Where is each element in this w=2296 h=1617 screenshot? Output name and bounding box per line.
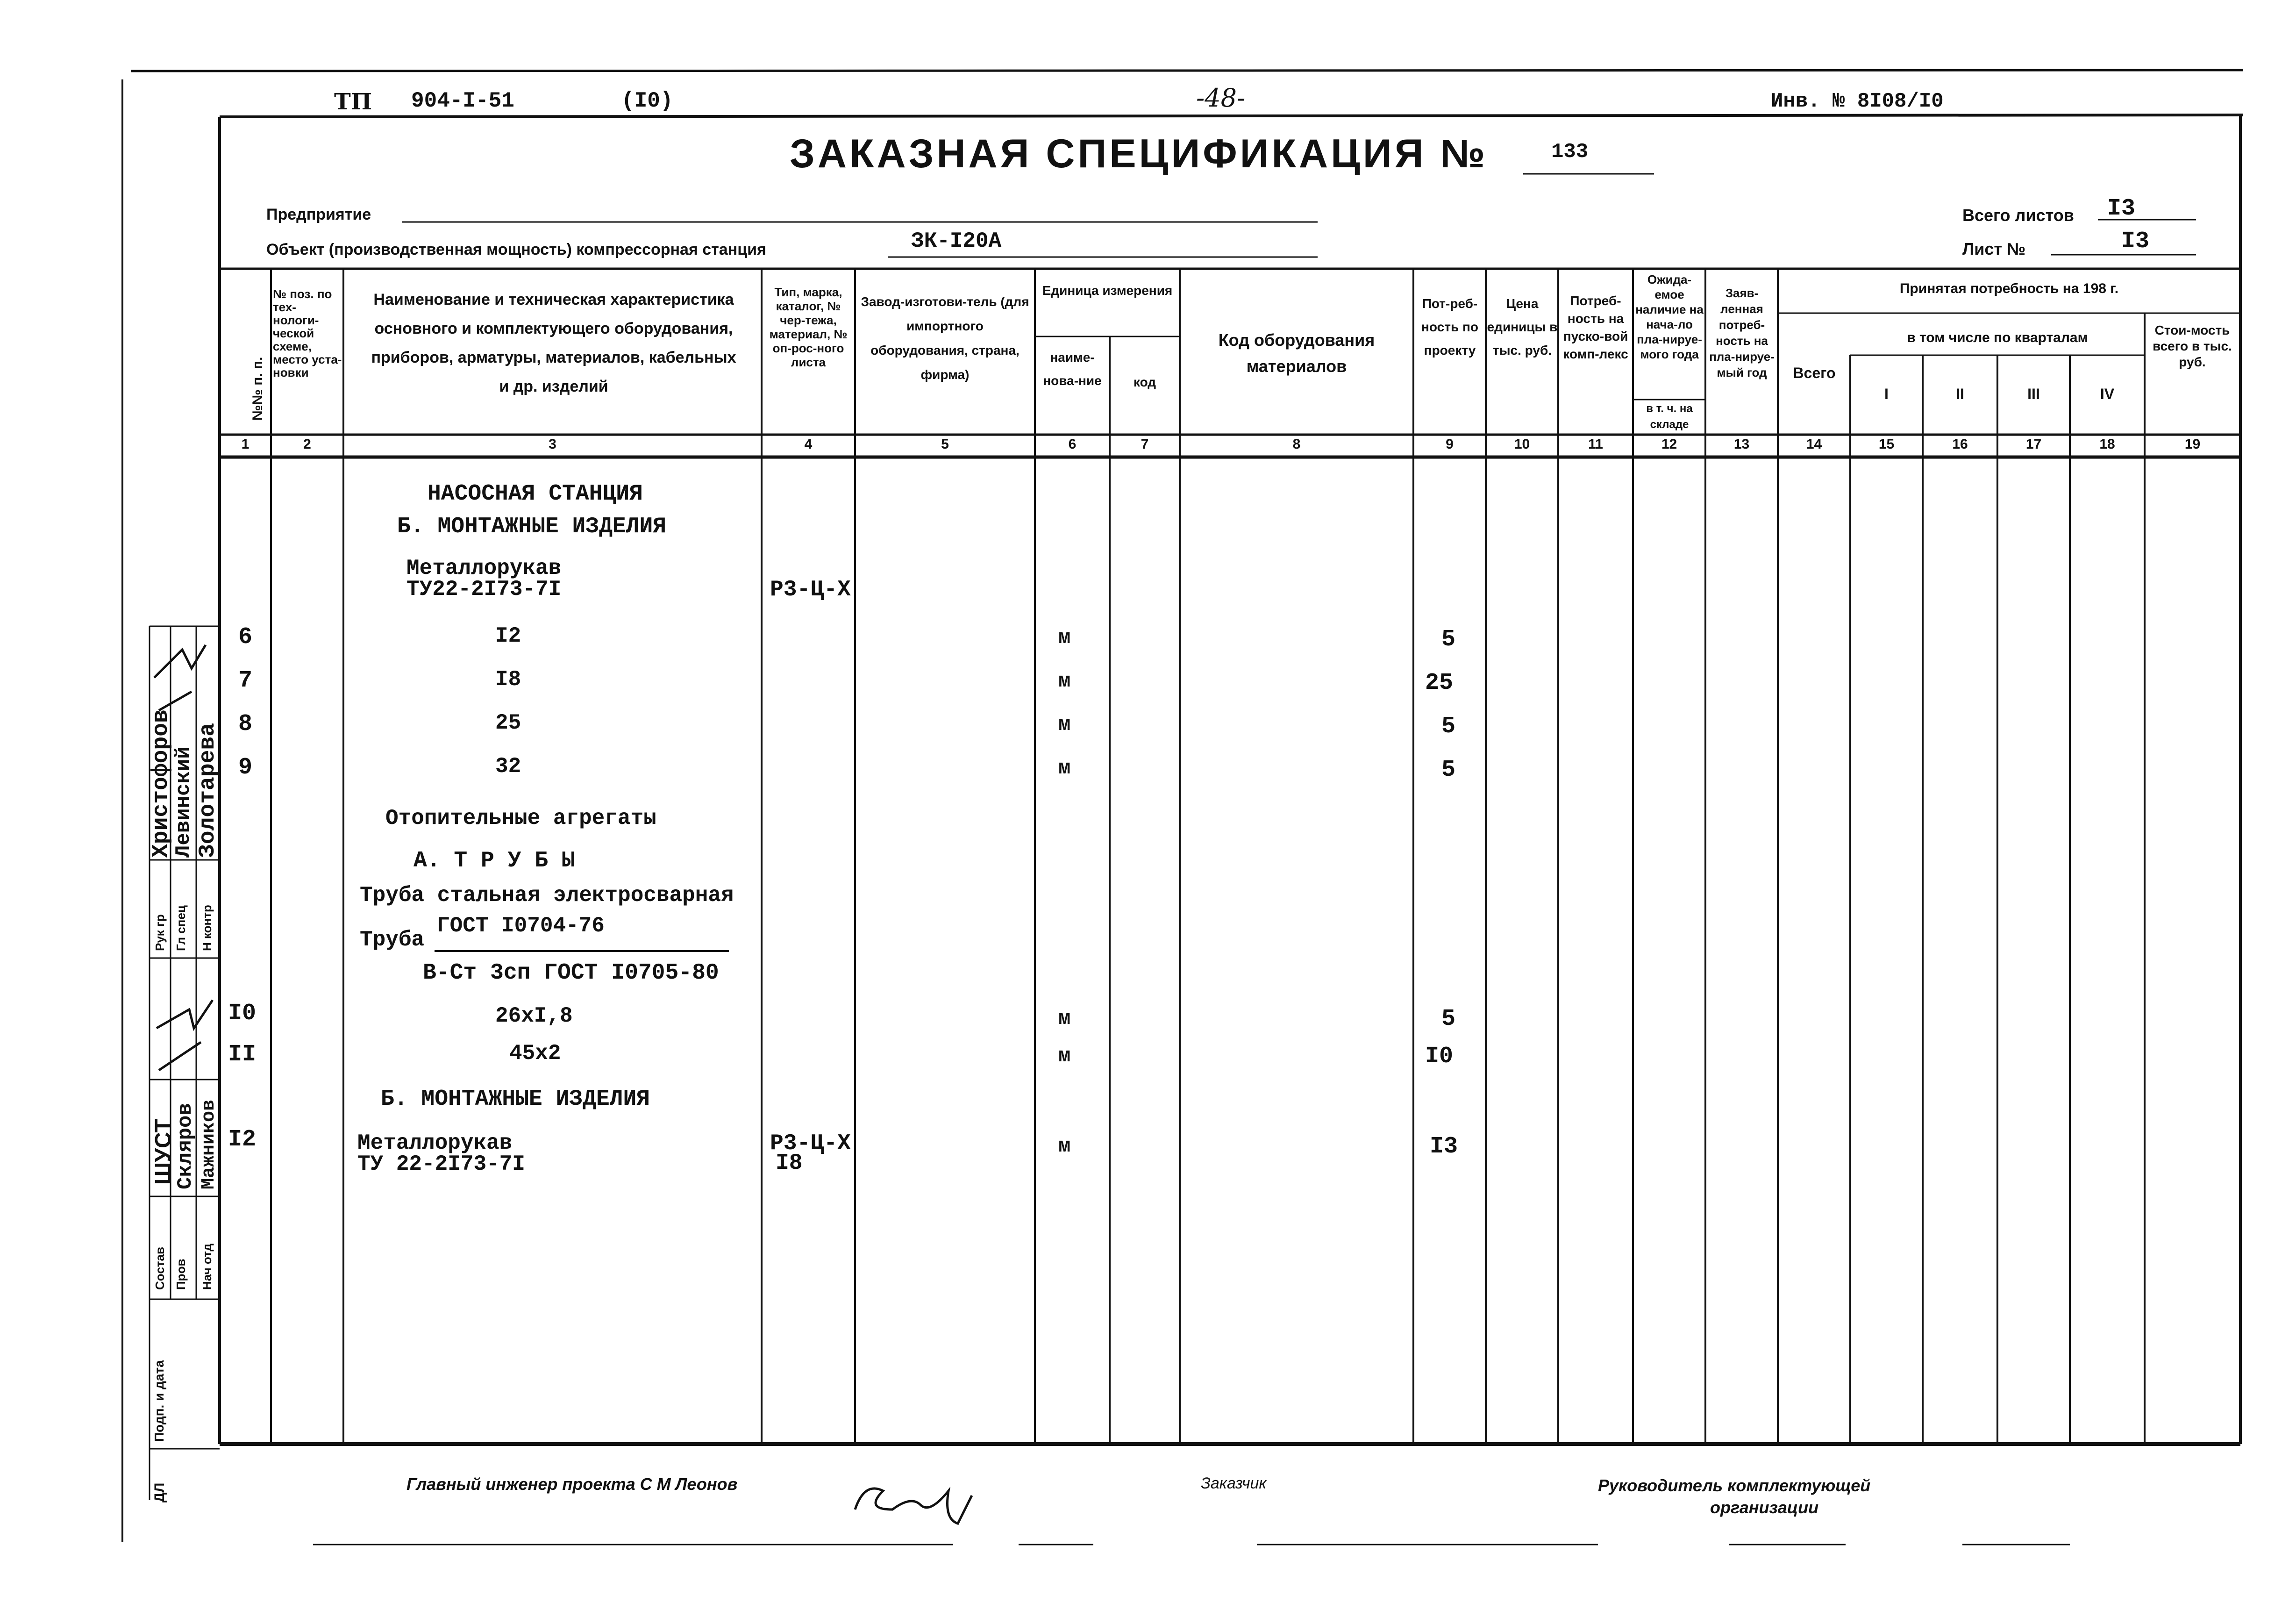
stamp-role: Нач отд: [200, 1243, 214, 1290]
row-name: Металлорукав: [357, 1131, 513, 1155]
col-number: 16: [1952, 436, 1968, 452]
row-unit: м: [1058, 713, 1071, 737]
col-header-16: II: [1956, 386, 1964, 402]
org-head-label: Руководитель комплектующей: [1598, 1476, 1871, 1495]
col-number: 14: [1806, 436, 1822, 452]
col-number: 1: [241, 436, 250, 452]
doc-code: ТП: [334, 89, 372, 115]
col-header-15-18: в том числе по кварталам: [1907, 330, 2088, 345]
row-qty: 5: [1441, 626, 1456, 653]
col-header-8: Код оборудования материалов: [1218, 330, 1375, 376]
col-header-4: Тип, марка, каталог, № чер-тежа, материал, № оп-рос-ного листа: [769, 285, 848, 369]
row-name: I2: [495, 624, 521, 648]
col-header-12: Ожида-емое наличие на нача-ло пла-нируе-мого года: [1635, 272, 1704, 361]
col-header-18: IV: [2100, 386, 2115, 402]
col-header-9: Пот-реб-ность по проекту: [1421, 296, 1478, 358]
row-unit: м: [1058, 1007, 1071, 1030]
col-header-1: №№ п. п.: [250, 357, 265, 421]
col-number: 10: [1514, 436, 1530, 452]
item-name: Труба стальная электросварная: [360, 883, 734, 908]
org-head-label-2: организации: [1710, 1498, 1819, 1517]
col-header-12b: в т. ч. на складе: [1646, 402, 1693, 431]
col-number: 12: [1661, 436, 1677, 452]
col-header-6-7: Единица измерения: [1042, 283, 1173, 298]
col-number: 2: [303, 436, 311, 452]
row-type: I8: [776, 1151, 803, 1176]
row-qty: I0: [1425, 1043, 1454, 1070]
stamp-role: ШУСТ: [151, 1119, 176, 1185]
stamp-name: Золотарева: [195, 723, 221, 858]
item-name: Металлорукав: [406, 556, 562, 580]
stamp-name: Мажников: [199, 1099, 220, 1189]
row-unit: м: [1058, 670, 1071, 693]
chief-engineer-label: Главный инженер проекта С М Леонов: [406, 1474, 738, 1494]
row-qty: 5: [1441, 757, 1456, 783]
col-header-6: наиме-нова-ние: [1043, 350, 1102, 388]
item-spec: ТУ22-2I73-7I: [406, 577, 562, 601]
row-name: 26хI,8: [495, 1004, 573, 1028]
total-sheets-value: I3: [2107, 195, 2136, 222]
sheet-label: Лист №: [1962, 239, 2026, 258]
col-number: 4: [804, 436, 813, 452]
row-number: 9: [238, 754, 253, 781]
row-unit: м: [1058, 757, 1071, 780]
col-number: 13: [1733, 436, 1750, 452]
stamp-name: Христофоров: [149, 709, 174, 858]
item-name: Труба: [360, 928, 425, 952]
doc-number: 904-I-51: [411, 89, 514, 113]
col-number: 7: [1141, 436, 1149, 452]
row-type: Р3-Ц-Х: [770, 1131, 851, 1156]
object-label: Объект (производственная мощность) компрессорная станция: [266, 241, 766, 258]
col-header-2: № поз. по тех-нологи-ческой схеме, место уста-новки: [273, 287, 342, 379]
stamp-role: Пров: [174, 1259, 188, 1290]
signature-marks: [154, 645, 972, 1524]
row-qty: 5: [1441, 1006, 1456, 1032]
col-header-7: код: [1133, 375, 1156, 389]
col-header-5: Завод-изготови-тель (для импортного оборудования, страна, фирма): [861, 294, 1029, 382]
section-subtitle: Б. МОНТАЖНЫЕ ИЗДЕЛИЯ: [381, 1087, 650, 1112]
col-header-15: I: [1884, 386, 1889, 402]
item-spec: ГОСТ I0704-76: [437, 914, 605, 938]
stamp-role: Состав: [153, 1247, 167, 1290]
spec-number: 133: [1551, 140, 1589, 164]
col-header-13: Заяв-ленная потреб-ность на пла-нируе-мый год: [1709, 286, 1775, 379]
col-header-10: Цена единицы в тыс. руб.: [1487, 296, 1558, 358]
section-subtitle: Б. МОНТАЖНЫЕ ИЗДЕЛИЯ: [397, 514, 667, 539]
row-unit: м: [1058, 1135, 1071, 1158]
row-qty: 5: [1441, 713, 1456, 740]
row-qty: 25: [1425, 670, 1454, 696]
sheet-value: I3: [2121, 228, 2150, 255]
object-value: ЗК-I20А: [911, 229, 1002, 253]
col-number: 11: [1588, 436, 1603, 452]
stamp-role: Гл спец: [174, 905, 188, 951]
row-number: I2: [228, 1126, 257, 1153]
page-title: ЗАКАЗНАЯ СПЕЦИФИКАЦИЯ №: [790, 131, 1488, 176]
col-number: 9: [1446, 436, 1454, 452]
stamp-role: Н контр: [200, 905, 214, 951]
col-header-17: III: [2027, 386, 2040, 402]
page-number: -48-: [1196, 83, 1246, 113]
col-header-3: Наименование и техническая характеристика основного и комплектующего оборудования, приборов, арматуры, материалов, кабельных и др. изделий: [371, 291, 736, 395]
stamp-role: Рук гр: [153, 914, 167, 951]
stamp-name: Левинский: [172, 746, 195, 858]
col-header-14-18: Принятая потребность на 198 г.: [1899, 281, 2119, 296]
total-sheets-label: Всего листов: [1962, 206, 2074, 225]
row-qty: I3: [1430, 1133, 1458, 1160]
col-number: 3: [549, 436, 556, 452]
col-header-14: Всего: [1793, 365, 1836, 381]
row-unit: м: [1058, 626, 1071, 650]
row-number: I0: [228, 1000, 257, 1027]
stamp-signature-date-label: Подп. и дата: [152, 1360, 166, 1442]
col-number: 6: [1068, 436, 1077, 452]
stamp-inv-label: ДЛ: [152, 1482, 167, 1503]
col-number: 15: [1878, 436, 1895, 452]
col-header-11: Потреб-ность на пуско-вой комп-лекс: [1563, 293, 1628, 361]
customer-label: Заказчик: [1201, 1474, 1267, 1492]
col-header-19: Стои-мость всего в тыс. руб.: [2153, 323, 2232, 369]
row-name: 32: [495, 754, 521, 779]
section-title: НАСОСНАЯ СТАНЦИЯ: [428, 481, 643, 507]
row-number: 8: [238, 711, 253, 737]
row-number: II: [228, 1041, 257, 1068]
col-number: 17: [2025, 436, 2042, 452]
doc-part: (I0): [621, 89, 673, 113]
row-number: 6: [238, 624, 253, 651]
row-name: I8: [495, 667, 521, 692]
col-number: 5: [941, 436, 949, 452]
enterprise-label: Предприятие: [266, 206, 371, 223]
col-number: 19: [2184, 436, 2201, 452]
inventory-number: Инв. № 8I08/I0: [1771, 90, 1944, 113]
section-subtitle: А. Т Р У Б Ы: [414, 848, 575, 873]
row-name: 45х2: [509, 1041, 561, 1066]
section-title: Отопительные агрегаты: [385, 806, 656, 830]
row-unit: м: [1058, 1045, 1071, 1068]
row-number: 7: [238, 667, 253, 694]
item-type: Р3-Ц-Х: [770, 577, 851, 602]
item-spec: В-Ст 3сп ГОСТ I0705-80: [423, 960, 719, 986]
row-name: 25: [495, 711, 521, 735]
row-spec: ТУ 22-2I73-7I: [357, 1152, 525, 1176]
stamp-name: Скляров: [174, 1103, 197, 1189]
col-number: 8: [1292, 436, 1301, 452]
col-number: 18: [2099, 436, 2115, 452]
